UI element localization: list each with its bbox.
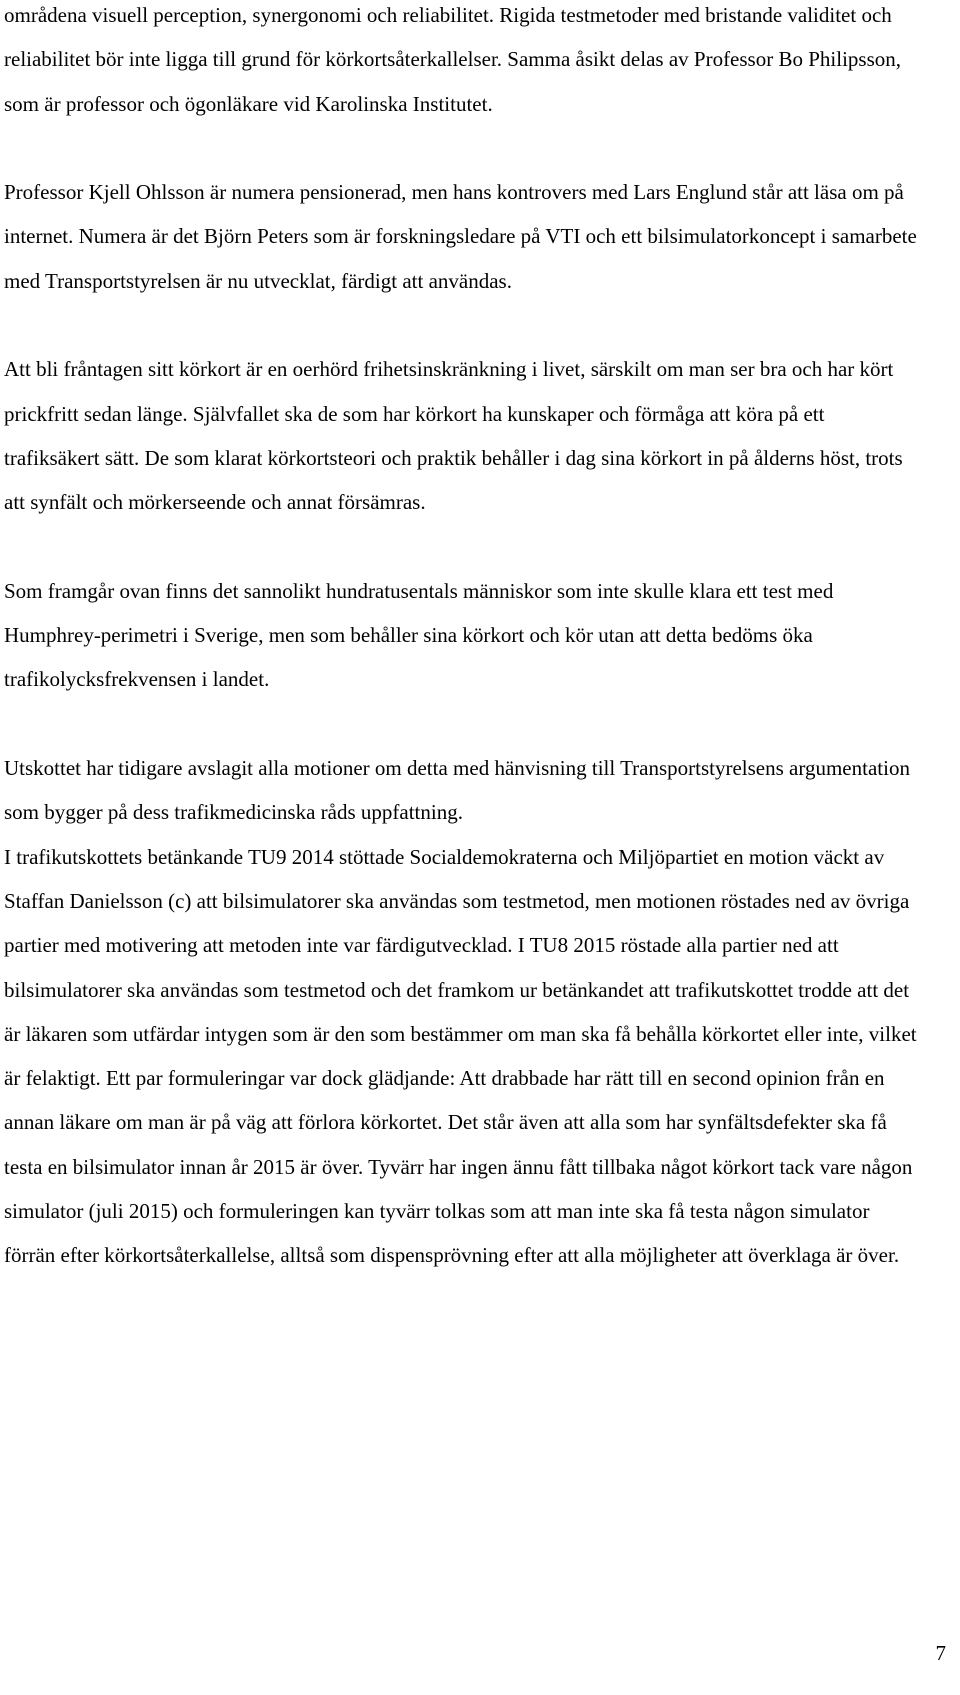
paragraph-5: Utskottet har tidigare avslagit alla motioner om detta med hänvisning till Transportstyrelsens argumentation som bygger på dess trafikmedicinska råds uppfattning. xyxy=(4,756,910,825)
paragraph-gap xyxy=(4,702,925,746)
page-number: 7 xyxy=(935,1641,946,1665)
paragraph-gap xyxy=(4,525,925,569)
paragraph-gap xyxy=(4,303,925,347)
paragraph-2: Professor Kjell Ohlsson är numera pensionerad, men hans kontrovers med Lars Englund står att läsa om på internet. Numera är det Björn Peters som är forskningsledare på VTI och ett bilsimulatorkoncept i samarbete med Transportstyrelsen är nu utvecklat, färdigt att användas. xyxy=(4,180,917,293)
paragraph-1: områdena visuell perception, synergonomi och reliabilitet. Rigida testmetoder med bristande validitet och reliabilitet bör inte ligga till grund för körkortsåterkallelser. Samma åsikt delas av Professor Bo Philipsson, som är professor och ögonläkare vid Karolinska Institutet. xyxy=(4,3,902,116)
paragraph-3: Att bli fråntagen sitt körkort är en oerhörd frihetsinskränkning i livet, särskilt om man ser bra och har kört prickfritt sedan länge. Självfallet ska de som har körkort ha kunskaper och förmåga att köra på ett trafiksäkert sätt. De som klarat körkortsteori och praktik behåller i dag sina körkort in på ålderns höst, trots att synfält och mörkerseende och annat försämras. xyxy=(4,357,903,515)
paragraph-6: I trafikutskottets betänkande TU9 2014 stöttade Socialdemokraterna och Miljöpartiet en motion väckt av Staffan Danielsson (c) att bilsimulatorer ska användas som testmetod, men motionen röstades ned av övriga partier med motivering att metoden inte var färdigutvecklad. I TU8 2015 röstade alla partier ned att bilsimulatorer ska användas som testmetod och det framkom ur betänkandet att trafikutskottet trodde att det är läkaren som utfärdar intygen som är den som bestämmer om man ska få behålla körkortet eller inte, vilket är felaktigt. Ett par formuleringar var dock glädjande: Att drabbade har rätt till en second opinion från en annan läkare om man är på väg att förlora körkortet. Det står även att alla som har synfältsdefekter ska få testa en bilsimulator innan år 2015 är över. Tyvärr har ingen ännu fått tillbaka något körkort tack vare någon simulator (juli 2015) och formuleringen kan tyvärr tolkas som att man inte ska få testa någon simulator förrän efter körkortsåterkallelse, alltså som dispensprövning efter att alla möjligheter att överklaga är över. xyxy=(4,844,917,1268)
paragraph-4: Som framgår ovan finns det sannolikt hundratusentals människor som inte skulle klara ett test med Humphrey-perimetri i Sverige, men som behåller sina körkort och kör utan att detta bedöms öka trafikolycksfrekvensen i landet. xyxy=(4,578,834,692)
paragraph-gap xyxy=(4,126,925,170)
